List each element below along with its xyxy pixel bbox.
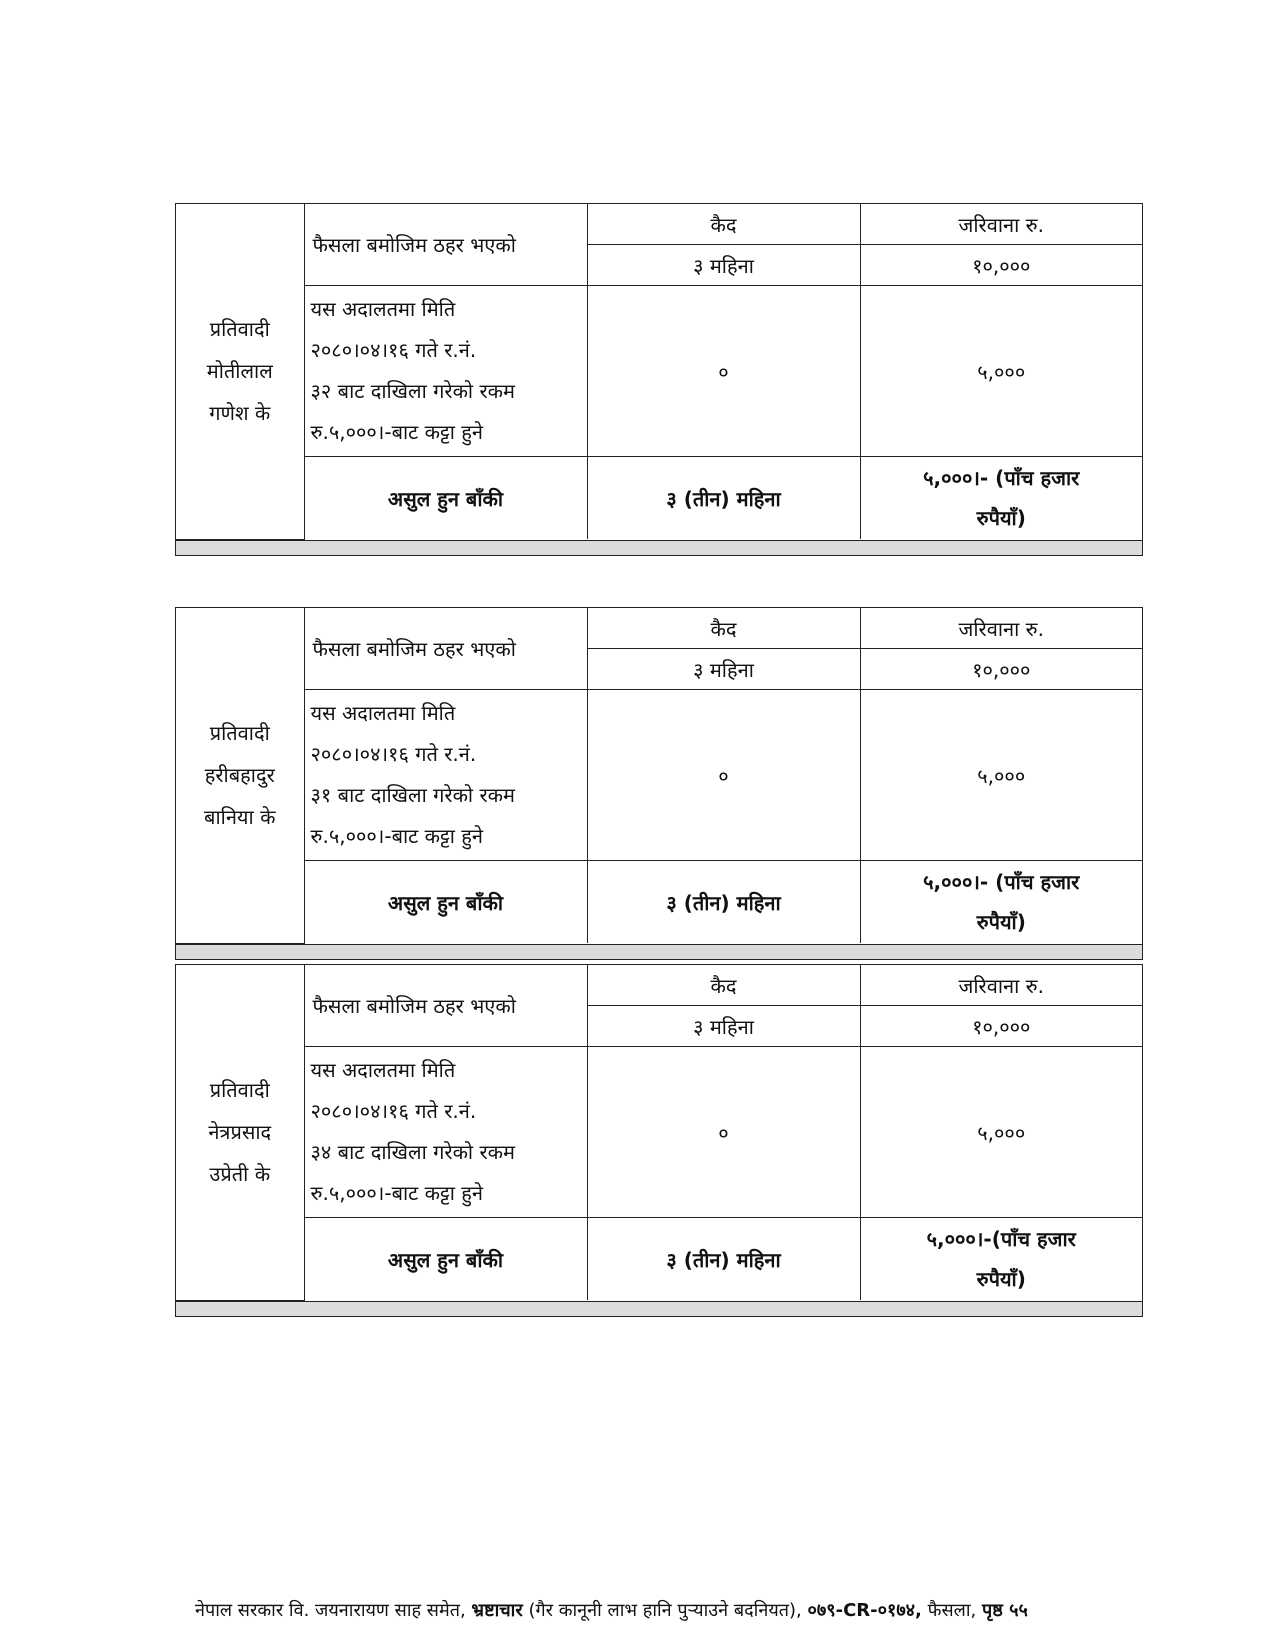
deposit-description: यस अदालतमा मिति २०८०।०४।१६ गते र.नं. ३२ बाट दाखिला गरेको रकम रु.५,०००।-बाट कट्टा हुने [304,286,587,457]
table-footer-bar [176,1301,1142,1316]
balance-imprisonment: ३ (तीन) महिना [587,1218,860,1301]
judgment-fine: १०,००० [860,1006,1142,1047]
balance-imprisonment: ३ (तीन) महिना [587,861,860,944]
imprisonment-header: कैद [587,965,860,1006]
balance-fine: ५,०००।- (पाँच हजार रुपैयाँ) [860,861,1142,944]
balance-fine: ५,०००।- (पाँच हजार रुपैयाँ) [860,457,1142,540]
fine-table-2 [175,607,1143,960]
judgment-fine: १०,००० [860,649,1142,690]
judgment-label: फैसला बमोजिम ठहर भएको [304,204,587,286]
judgment-label: फैसला बमोजिम ठहर भएको [304,608,587,690]
deposit-description: यस अदालतमा मिति २०८०।०४।१६ गते र.नं. ३१ बाट दाखिला गरेको रकम रु.५,०००।-बाट कट्टा हुने [304,690,587,861]
judgment-imprisonment: ३ महिना [587,245,860,286]
balance-label: असुल हुन बाँकी [304,457,587,540]
judgment-imprisonment: ३ महिना [587,1006,860,1047]
footer-case-parties: नेपाल सरकार वि. जयनारायण साह समेत, [195,1600,466,1621]
footer-page-number: पृष्ठ ५५ [982,1600,1028,1621]
fine-table [176,204,1142,540]
fine-table-3 [175,964,1143,1317]
table-footer-bar [176,944,1142,959]
fine-table [176,608,1142,944]
balance-label: असुल हुन बाँकी [304,1218,587,1301]
deposit-fine: ५,००० [860,286,1142,457]
fine-header: जरिवाना रु. [860,608,1142,649]
judgment-label: फैसला बमोजिम ठहर भएको [304,965,587,1047]
footer-decision: फैसला, [927,1600,977,1621]
fine-table-1 [175,203,1143,556]
deposit-description: यस अदालतमा मिति २०८०।०४।१६ गते र.नं. ३४ बाट दाखिला गरेको रकम रु.५,०००।-बाट कट्टा हुने [304,1047,587,1218]
defendant-name: प्रतिवादी मोतीलाल गणेश के [176,204,304,539]
judgment-imprisonment: ३ महिना [587,649,860,690]
fine-table [176,965,1142,1301]
deposit-fine: ५,००० [860,690,1142,861]
deposit-imprisonment: ० [587,690,860,861]
defendant-name: प्रतिवादी नेत्रप्रसाद उप्रेती के [176,965,304,1300]
imprisonment-header: कैद [587,608,860,649]
deposit-imprisonment: ० [587,1047,860,1218]
judgment-fine: १०,००० [860,245,1142,286]
deposit-imprisonment: ० [587,286,860,457]
footer-case-detail: (गैर कानूनी लाभ हानि पुऱ्याउने बदनियत), [528,1600,802,1621]
footer-case-number: ०७९-CR-०१७४, [807,1600,922,1621]
balance-imprisonment: ३ (तीन) महिना [587,457,860,540]
defendant-name: प्रतिवादी हरीबहादुर बानिया के [176,608,304,943]
page-footer [195,1598,1028,1622]
deposit-fine: ५,००० [860,1047,1142,1218]
footer-case-type: भ्रष्टाचार [471,1600,523,1621]
balance-label: असुल हुन बाँकी [304,861,587,944]
fine-header: जरिवाना रु. [860,204,1142,245]
balance-fine: ५,०००।-(पाँच हजार रुपैयाँ) [860,1218,1142,1301]
imprisonment-header: कैद [587,204,860,245]
fine-header: जरिवाना रु. [860,965,1142,1006]
table-footer-bar [176,540,1142,555]
